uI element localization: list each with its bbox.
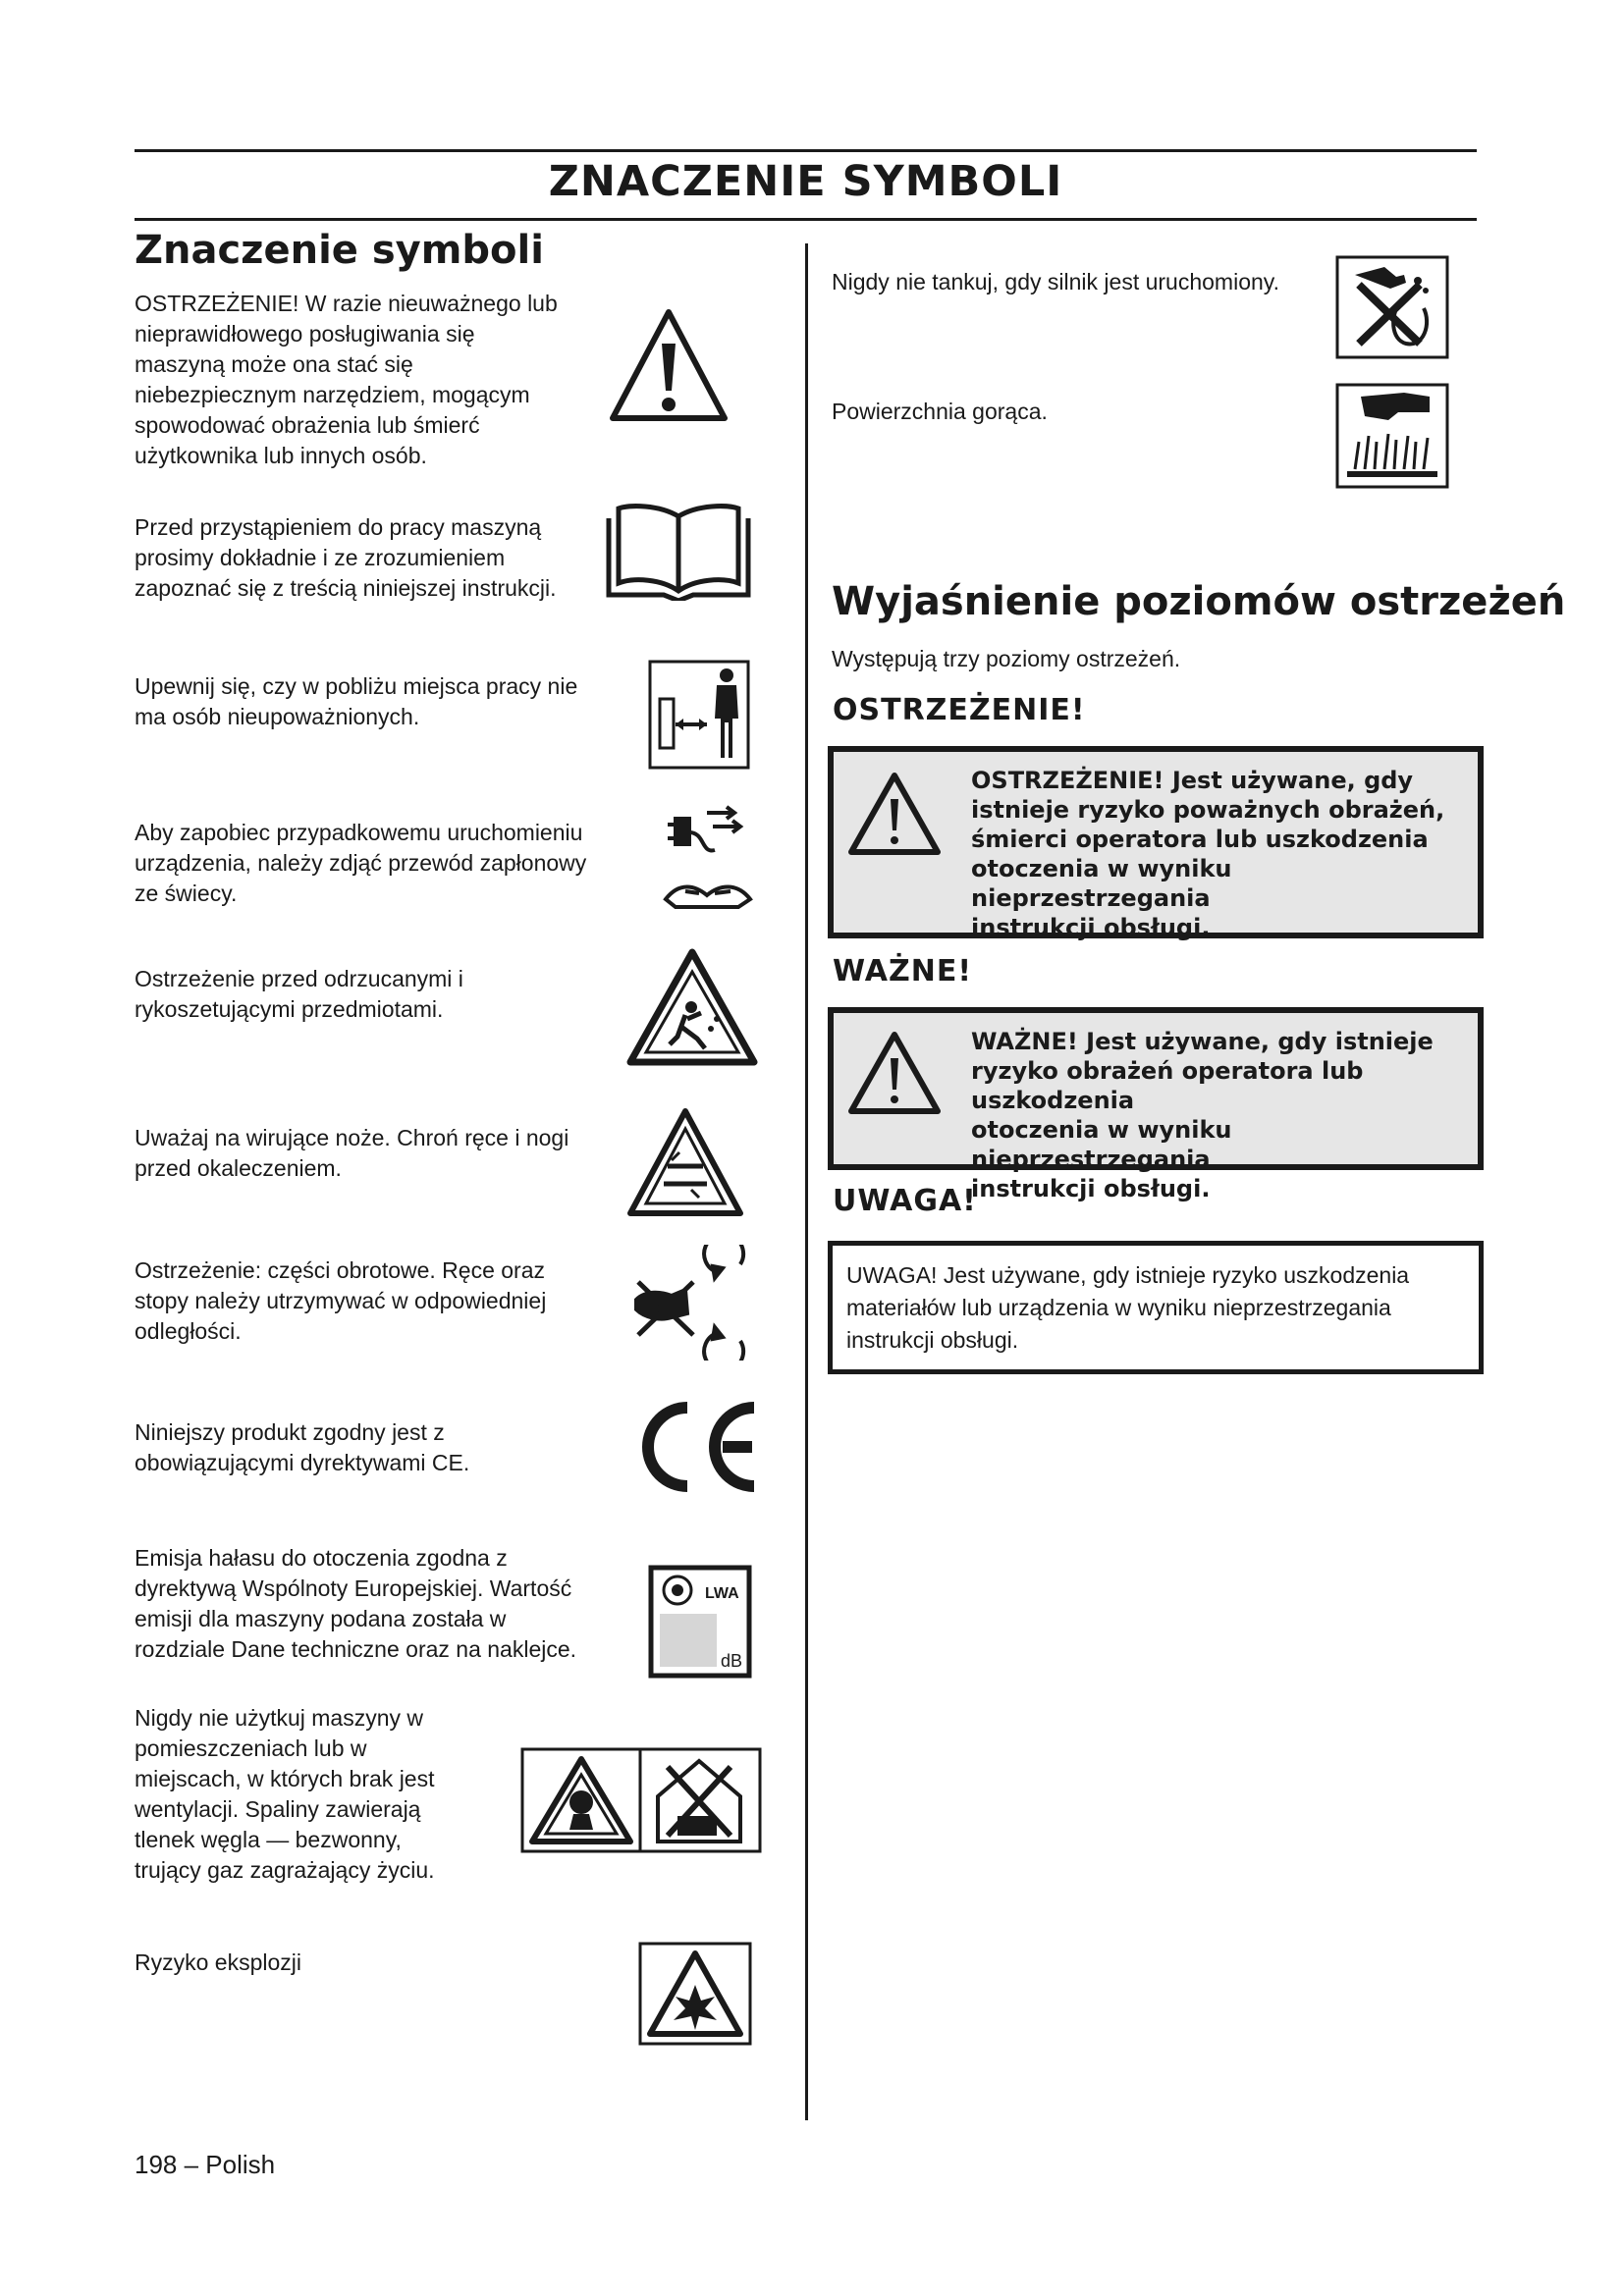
explosion-risk-icon <box>638 1942 752 2046</box>
symbol-text-thrown-objects: Ostrzeżenie przed odrzucanymi i rykoszetującymi przedmiotami. <box>135 966 463 1022</box>
symbol-text-ventilation: Nigdy nie użytkuj maszyny w pomieszczeniach lub w miejscach, w których brak jest wentylacji. Spaliny zawierają tlenek węgla — bezwonny, trujący gaz zagrażający życiu. <box>135 1705 435 1883</box>
warning-box <box>828 746 1484 941</box>
section-title-levels: Wyjaśnienie poziomów ostrzeżeń <box>832 579 1566 624</box>
column-divider <box>805 243 808 2120</box>
header-top-rule <box>135 149 1477 152</box>
section-title-symbols: Znaczenie symboli <box>135 228 544 273</box>
no-refuel-running-icon <box>1335 255 1449 359</box>
symbol-text-ce: Niniejszy produkt zgodny jest z obowiązującymi dyrektywami CE. <box>135 1419 470 1475</box>
note-box-text: UWAGA! Jest używane, gdy istnieje ryzyko uszkodzenia materiałów lub urządzenia w wyniku nieprzestrzegania instrukcji obsługi. <box>846 1262 1410 1353</box>
level-heading-warning: OSTRZEŻENIE! <box>833 693 1086 727</box>
symbol-text-rotating-parts: Ostrzeżenie: części obrotowe. Ręce oraz stopy należy utrzymywać w odpowiedniej odległości. <box>135 1257 547 1344</box>
level-heading-note: UWAGA! <box>833 1184 977 1218</box>
symbol-text-refuel: Nigdy nie tankuj, gdy silnik jest uruchomiony. <box>832 269 1279 294</box>
svg-text:dB: dB <box>721 1651 743 1671</box>
page-number: 198 – Polish <box>135 2150 276 2179</box>
exhaust-gas-ventilation-icon <box>520 1747 762 1853</box>
warning-box-text: OSTRZEŻENIE! Jest używane, gdy istnieje ryzyko poważnych obrażeń, śmierci operatora lub uszkodzenia otoczenia w wyniku nieprzestrzegania instrukcji obsługi. <box>971 767 1445 941</box>
svg-text:LWA: LWA <box>705 1585 739 1602</box>
safe-distance-person-icon <box>648 660 750 770</box>
levels-intro: Występują trzy poziomy ostrzeżeń. <box>832 646 1181 671</box>
symbol-text-explosion: Ryzyko eksplozji <box>135 1949 301 1975</box>
warning-box-triangle-icon <box>847 772 942 856</box>
symbol-text-noise: Emisja hałasu do otoczenia zgodna z dyrektywą Wspólnoty Europejskiej. Wartość emisji dla maszyny podana została w rozdziale Dane techniczne oraz na naklejce. <box>135 1545 577 1662</box>
noise-emission-label-icon <box>648 1565 752 1679</box>
spark-plug-manual-icon <box>656 803 758 919</box>
warning-triangle-icon <box>607 306 731 424</box>
symbol-text-manual: Przed przystąpieniem do pracy maszyną prosimy dokładnie i ze zrozumieniem zapoznać się z treścią niniejszej instrukcji. <box>135 514 557 601</box>
thrown-objects-icon <box>626 948 758 1066</box>
ce-mark-icon <box>632 1398 762 1496</box>
rotating-parts-hands-icon <box>632 1245 756 1361</box>
symbol-text-rotating-blades: Uważaj na wirujące noże. Chroń ręce i nogi przed okaleczeniem. <box>135 1125 569 1181</box>
hot-surface-icon <box>1335 383 1449 489</box>
important-box-text: WAŻNE! Jest używane, gdy istnieje ryzyko obrażeń operatora lub uszkodzenia otoczenia w wyniku nieprzestrzegania instrukcji obsługi. <box>971 1028 1434 1202</box>
important-box-triangle-icon <box>847 1031 942 1115</box>
rotating-blades-icon <box>626 1107 744 1217</box>
open-book-icon <box>605 499 752 601</box>
symbol-text-spark-plug: Aby zapobiec przypadkowemu uruchomieniu urządzenia, należy zdjąć przewód zapłonowy ze świecy. <box>135 820 587 906</box>
note-box <box>828 1241 1484 1374</box>
page-title: ZNACZENIE SYMBOLI <box>548 157 1063 206</box>
header-bottom-rule <box>135 218 1477 221</box>
symbol-text-bystanders: Upewnij się, czy w pobliżu miejsca pracy nie ma osób nieupoważnionych. <box>135 673 578 729</box>
symbol-text-hot-surface: Powierzchnia gorąca. <box>832 399 1048 424</box>
symbol-text-warning: OSTRZEŻENIE! W razie nieuważnego lub nieprawidłowego posługiwania się maszyną może ona stać się niebezpiecznym narzędziem, mogącym spowodować obrażenia lub śmierć użytkownika lub innych osób. <box>135 291 558 468</box>
level-heading-important: WAŻNE! <box>833 954 972 988</box>
